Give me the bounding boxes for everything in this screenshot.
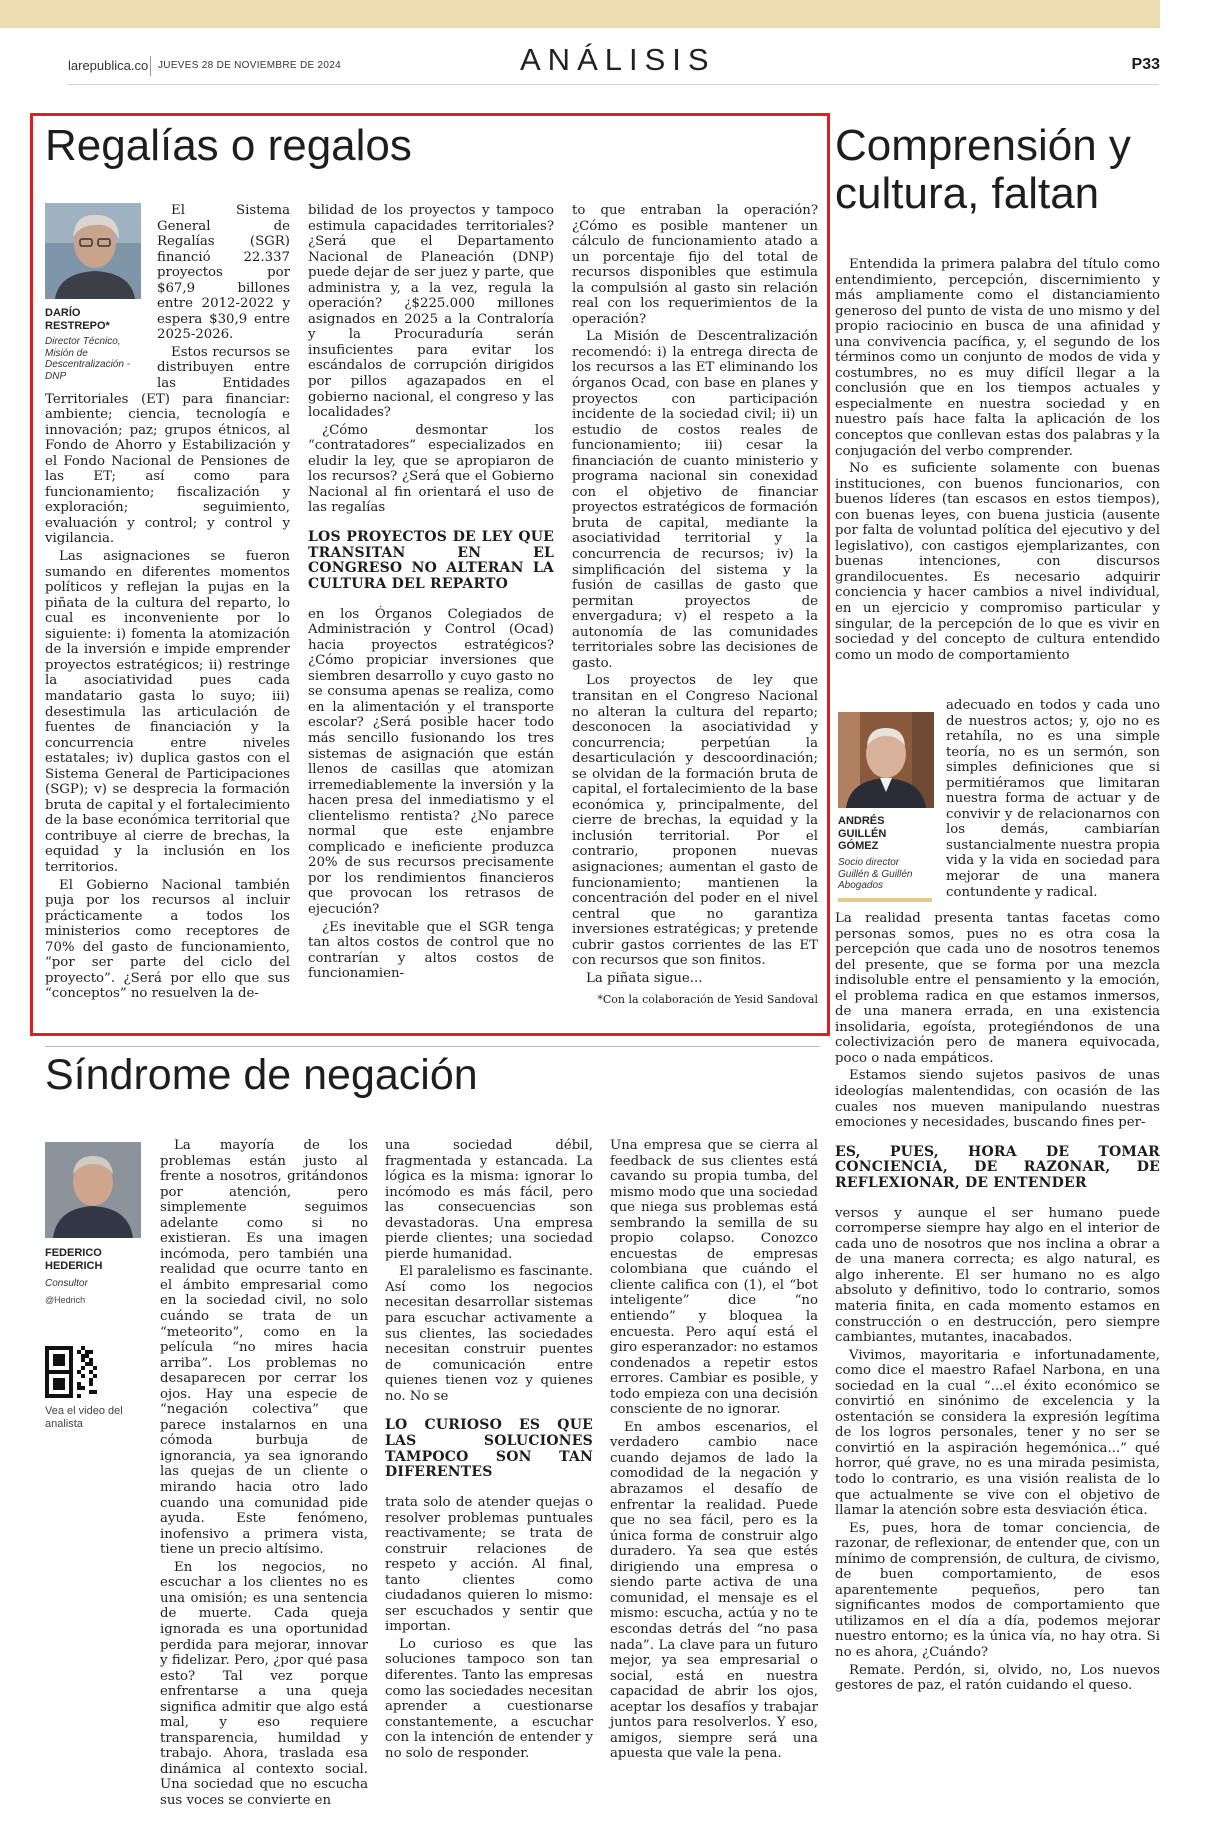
paragraph: El Gobierno Nacional también puja por los recursos al incluir prácticamente a todos los ministerios como receptores de 70% del gasto de funcionamiento, “por ser parte del ciclo del proyecto”. ¿Será por ello que sus “conceptos” no resuelven la de- [45,877,290,1002]
paragraph: El Sistema General de Regalías (SGR) financió 22.337 proyectos por $67,9 billones entre 2012-2022 y espera $30,9 entre 2025-2026. [157,203,290,343]
video-label: Vea el video del analista [45,1405,123,1430]
paragraph: Es, pues, hora de tomar conciencia, de razonar, de reflexionar, de entender que, con un mínimo de comprensión, de cultura, de civismo, de buen comportamiento, de esos aparentemente pequeños, pero tan significantes modos de comportamiento que utilizamos en el día a día, podemos mejorar nuestro entorno; es la única vía, no hay otra. Si no es ahora, ¿Cuándo? [835,1520,1160,1660]
paragraph: Vivimos, mayoritaria e infortunadamente, como dice el maestro Rafael Narbona, en una sociedad en la cual “...el éxito económico se convirtió en sinónimo de excelencia y la ostentación se considera la expresión legítima de los logros personales, tener y no ser se convirtió en la aspiración hegemónica...” qué horror, qué grave, no es una mirada pesimista, todo lo contrario, es una visión realista de lo que actualmente se vive con el objetivo de llamar la atención sobre esta desviación ética. [835,1347,1160,1519]
publication-date: JUEVES 28 DE NOVIEMBRE DE 2024 [158,60,341,71]
paragraph: La piñata sigue... [586,970,703,986]
collaboration-credit: *Con la colaboración de Yesid Sandoval [597,993,818,1007]
paragraph: ¿Cómo desmontar los “contratadores” especializados en eludir la ley, que se apropiaron de los recursos? ¿Será que el Gobierno Nacional al fin orientará el uso de las regalías [308,422,554,516]
paragraph: Remate. Perdón, si, olvido, no, Los nuevos gestores de paz, el ratón cuidando el queso. [835,1662,1160,1694]
site-name[interactable]: larepublica.co [68,58,149,73]
paragraph: bilidad de los proyectos y tampoco estimula capacidades territoriales? ¿Será que el Departamento Nacional de Planeación (DNP) puede dejar de ser juez y parte, que administra y, a la vez, regula la operación? ¿$225.000 millones asignados en 2025 a la Contraloría y la Procuraduría serán insuficientes para evitar los escándalos de corrupción dirigidos por pillos agazapados en el gobierno nacional, el congreso y las localidades? [308,203,554,421]
paragraph: Una empresa que se cierra al feedback de sus clientes está cavando su propia tumba, del mismo modo que una sociedad que niega sus problemas está sembrando la semilla de su propio colapso. Conozco encuestas de empresas colombiana que cuándo el cliente califica con (1), el “bot inteligente” dice “no entiendo” y bloquea la encuesta. Pero aquí está el giro esperanzador: no estamos condenados a repetir estos errores. Cambiar es posible, y todo empieza con una decisión consciente de no ignorar. [610,1138,818,1418]
article-column-1 [45,203,290,1004]
paragraph: Los proyectos de ley que transitan en el Congreso Nacional no alteran la cultura del reparto; desconocen la asociatividad y concurrencia; perpetúan la desarticulación y descoordinación; se olvidan de la formación bruta de capital, el fortalecimiento de la base económica y, principalmente, del cierre de brechas, la equidad y la inclusión territorial. Por el contrario, proponen nuevas asignaciones; aumentan el gasto de funcionamiento; mantienen la concentración del poder en el nivel central que no garantiza inversiones estratégicas; y pretende cubrir gastos corrientes de las ET con recursos que son finitos. [572,673,818,969]
pull-quote: LOS PROYECTOS DE LEY QUE TRANSITAN EN EL CONGRESO NO ALTERAN LA CULTURA DEL REPARTO [308,528,554,592]
paragraph: una sociedad débil, fragmentada y estancada. La lógica es la misma: ignorar lo incómodo es más fácil, pero las consecuencias son devastadoras. Una empresa pierde clientes; una sociedad pierde humanidad. [385,1138,593,1262]
author-role: Consultor [45,1278,88,1289]
paragraph: No es suficiente solamente con buenas instituciones, con buenos funcionarios, con buenos líderes (tan escasos en estos tiempos), con buenas leyes, con buena justicia (ausente por falta de voluntad política del ejecutivo y del legislativo), con castigos ejemplarizantes, con buenas intenciones, con discursos grandilocuentes. Es necesario adquirir conciencia y hacer cambios a nivel individual, en un ejercicio y compromiso particular y singular, de la percepción de lo que es vivir en sociedad y del concepto de cultura entendido como un modo de comportamiento [835,461,1160,663]
qr-code[interactable] [45,1346,97,1402]
article-title: Regalías o regalos [45,121,412,170]
paragraph: El paralelismo es fascinante. Así como los negocios necesitan desarrollar sistemas para escuchar activamente a sus clientes, las sociedades necesitan construir puentes de comunicación entre quienes tienen voz y quienes no. No se [385,1264,593,1404]
article-column-mid [835,911,1160,1696]
article-column-3 [610,1138,818,1764]
paragraph: Estos recursos se distribuyen entre las Entidades Territoriales (ET) para financiar: ambiente; ciencia, tecnología e innovación; paz; grupos étnicos, al Fondo de Ahorro y Estabilización y el Fondo Nacional de Pensiones de las ET; así como para funcionamiento; fiscalización y exploración; seguimiento, evaluación y control; y control y vigilancia. [45,344,290,547]
paragraph: adecuado en todos y cada uno de nuestros actos; y, ojo no es retahíla, no es una simple teoría, no es un sermón, son simples definiciones que si permitiéramos que limitaran nuestra forma de actuar y de convivir y de relacionarnos con los demás, cambiarían sustancialmente nuestra propia vida y la vida en sociedad para mejorar de una manera contundente y radical. [946,698,1160,900]
paragraph: La mayoría de los problemas están justo al frente a nosotros, gritándonos por atención, pero simplemente seguimos adelante como si no existieran. Es una imagen incómoda, pero también una realidad que ocurre tanto en el ámbito empresarial como en la sociedad civil, no solo cuándo se trata de un “meteorito”, como en la película “no mires hacia arriba”. Los problemas no desaparecen por cerrar los ojos. Hay una especie de “negación colectiva” que parece instalarnos en una cómoda burbuja de ignorancia, ya sea ignorando las quejas de un cliente o mirando hacia otro lado cuando una comunidad pide ayuda. Este fenómeno, inofensivo a primera vista, tiene un precio altísimo. [160,1138,368,1558]
article-column-1 [160,1138,368,1811]
paragraph: versos y aunque el ser humano puede corromperse siempre hay algo en el interior de cada uno de nosotros que nos inclina a obrar a de una manera correcta; es algo natural, es algo inherente. El ser humano no es algo absoluto y definitivo, todo lo contrario, somos materia finita, en cada momento estamos en construcción o en destrucción, pero siempre cambiantes, mutantes, inacabados. [835,1205,1160,1346]
section-title: ANÁLISIS [520,42,716,77]
author-name: FEDERICO HEDERICH [45,1247,103,1272]
author-photo [838,712,934,808]
top-color-band [0,0,1160,28]
section-divider [45,1046,820,1047]
photo-wrap-spacer [45,203,157,391]
paragraph: en los Órganos Colegiados de Administración y Control (Ocad) hacia proyectos estratégicos? ¿Cómo propiciar inversiones que siembren desarrollo y cuyo gasto no se consuma apenas se realiza, como en la alimentación y el transporte escolar? ¿Será posible hacer todo más sencillo fusionando los tres sistemas de asignación que están llenos de casillas que atomizan irremediablemente la inversión y la hacen presa del inmediatismo y el clientelismo rentista? ¿No parece normal que este enjambre complicado e ineficiente produzca 20% de sus recursos precisamente por los rendimientos financieros que provocan los retrasos de ejecución? [308,606,554,918]
page-number: P33 [1131,56,1160,73]
social-handle[interactable]: @Hedrich [45,1295,86,1305]
article-column-beside-photo [946,698,1160,902]
paragraph: trata solo de atender quejas o resolver problemas puntuales reactivamente; se trata de construir relaciones de respeto y acción. Al final, tanto clientes como ciudadanos quieren lo mismo: ser escuchados y sentir que importan. [385,1494,593,1635]
paragraph: Lo curioso es que las soluciones tampoco son tan diferentes. Tanto las empresas como las sociedades necesitan aprender a cuestionarse constantemente, a escuchar con la intención de entender y no solo de responder. [385,1636,593,1761]
pull-quote: ES, PUES, HORA DE TOMAR CONCIENCIA, DE RAZONAR, DE REFLEXIONAR, DE ENTENDER [835,1143,1160,1191]
paragraph: to que entraban la operación? ¿Cómo es posible mantener un cálculo de funcionamiento atado a un porcentaje fijo del total de recursos disponibles que estimula la compulsión al gasto sin relación real con los requerimientos de la operación? [572,203,818,327]
paragraph: Las asignaciones se fueron sumando en diferentes momentos políticos y reflejan la pujas en la piñata de la cultura del reparto, lo cual es inconveniente por lo siguiente: i) fomenta la atomización de la inversión e impide emprender proyectos estratégicos; ii) restringe la asociatividad pues cada mandatario gasta lo suyo; iii) desestimula las articulación de fuentes de financiación y la concurrencia entre niveles estatales; iv) duplica gastos con el Sistema General de Participaciones (SGP); v) se desprecia la formación bruta de capital y el fortalecimiento de la base económica territorial que contribuye al cierre de brechas, la equidad y la inclusión en los territorios. [45,549,290,875]
pull-quote: LO CURIOSO ES QUE LAS SOLUCIONES TAMPOCO SON TAN DIFERENTES [385,1417,593,1481]
article-column-2 [385,1138,593,1763]
page-header [50,34,1160,94]
article-title: Comprensión y cultura, faltan [835,121,1131,218]
header-separator [150,56,151,76]
article-column-3 [572,203,818,1007]
author-name: ANDRÉS GUILLÉN GÓMEZ [838,815,887,853]
author-photo [45,1142,141,1238]
paragraph: Entendida la primera palabra del título como entendimiento, percepción, discernimiento y más ampliamente como el distanciamiento generoso del punto de vista de uno mismo y del propio raciocinio en busca de una afinidad y una convivencia pacífica, y, el segundo de los términos como un conjunto de modos de vida y costumbres, no es muy difícil llegar a la conclusión que en los tiempos actuales y especialmente en nuestra sociedad y en nuestro país hace falta la aplicación de los conceptos que conllevan estas dos palabras y la conjugación del verbo comprender. [835,257,1160,459]
paragraph: En los negocios, no escuchar a los clientes no es una omisión; es una sentencia de muerte. Cada queja ignorada es una oportunidad perdida para mejorar, innovar y fidelizar. Pero, ¿por qué pasa esto? Tal vez porque enfrentarse a una queja significa admitir que algo está mal, y eso requiere transparencia, humildad y trabajo. Ahora, traslada esa dinámica al contexto social. Una sociedad que no escucha sus voces se convierte en [160,1559,368,1808]
paragraph: La realidad presenta tantas facetas como personas somos, pues no es otra cosa la percepción que cada uno de nosotros tenemos del presente, que se forma por una mezcla indisoluble entre el pensamiento y la emoción, el problema radica en que estamos inmersos, de una manera errada, en una existencia insolidaria, egoísta, protegiéndonos de una colectivización pero de manera equivocada, poco o nada empáticos. [835,911,1160,1066]
article-column-top [835,257,1160,665]
header-rule [68,84,1158,85]
paragraph: ¿Es inevitable que el SGR tenga tan altos costos de control que no contrarían y altos costos de funcionamien- [308,919,554,982]
author-role: Socio director Guillén & Guillén Abogados [838,857,913,891]
paragraph: En ambos escenarios, el verdadero cambio nace cuando dejamos de lado la comodidad de la negación y abrazamos el desafío de enfrentar la realidad. Puede que no sea fácil, pero es la única forma de construir algo duradero. Ya sea que estés dirigiendo una empresa o siendo parte activa de una comunidad, el mensaje es el mismo: escucha, actúa y no te escondas detrás del “no pasa nada”. La clave para un futuro mejor, ya sea empresarial o social, está en nuestra capacidad de abrir los ojos, aceptar los desafíos y trabajar juntos para resolverlos. Y eso, amigos, siempre será una apuesta que vale la pena. [610,1419,818,1762]
author-name: DARÍO RESTREPO* [45,307,110,332]
author-accent-bar [838,898,932,902]
article-title: Síndrome de negación [45,1051,478,1099]
author-role: Director Técnico, Misión de Descentralización - DNP [45,336,131,382]
paragraph: Estamos siendo sujetos pasivos de unas ideologías malentendidas, con ocasión de las cuales nos mueven manipulando nuestras emociones y necesidades, buscando fines per- [835,1068,1160,1131]
paragraph: La Misión de Descentralización recomendó: i) la entrega directa de los recursos a las ET eliminando los órganos Ocad, con base en planes y proyectos con participación incidente de la sociedad civil; ii) un estudio de costos reales de funcionamiento; iii) cesar la financiación de cuanto ministerio y programa nacional sin conexidad con el objetivo de financiar proyectos estratégicos de formación bruta de capital, mediante la asociatividad territorial y la concurrencia de recursos; iv) la simplificación del sistema y la fusión de casillas de gasto que permitan proyectos de envergadura; v) el respeto a la autonomía de las comunidades territoriales sobre las decisiones de gasto. [572,329,818,671]
article-column-2 [308,203,554,984]
